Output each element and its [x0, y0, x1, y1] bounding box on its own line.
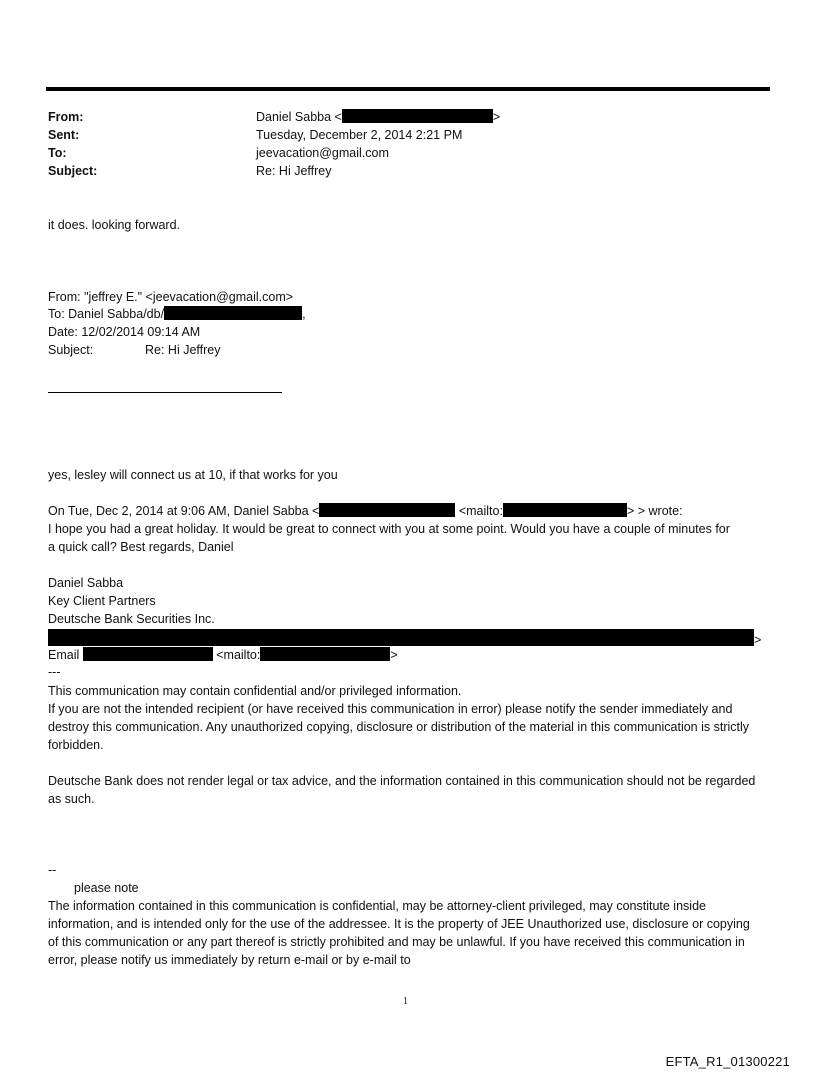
page-number: 1 [403, 996, 408, 1007]
original-message: I hope you had a great holiday. It would be great to connect with you at some point. Would you have a couple of minutes for a quick call? Best regards, Daniel [48, 522, 730, 554]
from-label: From: [48, 110, 84, 124]
redaction-box [260, 647, 390, 661]
note-body: The information contained in this communication is confidential, may be attorney-client privileged, may constitute inside information, and is intended only for the use of the addressee. It is the property of JEE Unauthorized use, disclosure or copying of this communication or any part thereof is strictly prohibited and may be unlawful. If you have received this communication in error, please notify us immediately by return e-mail or by e-mail to [48, 899, 750, 967]
reply-text: it does. looking forward. [48, 218, 181, 232]
jeffrey-reply: yes, lesley will connect us at 10, if that works for you [48, 468, 338, 482]
from-close: > [492, 110, 501, 124]
to-value: jeevacation@gmail.com [256, 146, 389, 160]
from-value [256, 109, 500, 125]
quoted-subject-value: Re: Hi Jeffrey [145, 343, 221, 357]
signature-name: Daniel Sabba [48, 576, 124, 590]
email-label: Email [48, 648, 80, 662]
sent-label: Sent: [48, 128, 80, 142]
quoted-date: Date: 12/02/2014 09:14 AM [48, 325, 201, 339]
redaction-box [342, 109, 493, 123]
disclaimer-line1: This communication may contain confidential and/or privileged information. [48, 684, 462, 698]
to-label: To: [48, 146, 67, 160]
redaction-box [319, 503, 455, 517]
note-dashes: -- [48, 863, 57, 877]
from-name: Daniel Sabba < [256, 110, 342, 124]
redacted-line-end: > [754, 633, 762, 647]
on-wrote-line [48, 503, 683, 519]
separator: --- [48, 665, 61, 679]
redaction-box [503, 503, 627, 517]
quoted-to-suffix: , [302, 307, 306, 321]
on-line-suffix: > > wrote: [626, 504, 683, 518]
divider-line [48, 392, 282, 393]
email-close: > [390, 648, 398, 662]
signature-redacted-line [48, 629, 761, 648]
quoted-to-prefix: To: Daniel Sabba/db/ [48, 307, 165, 321]
sent-value: Tuesday, December 2, 2014 2:21 PM [256, 128, 463, 142]
redaction-box [164, 306, 302, 320]
signature-company: Deutsche Bank Securities Inc. [48, 612, 215, 626]
email-mailto: <mailto: [216, 648, 261, 662]
on-line-prefix: On Tue, Dec 2, 2014 at 9:06 AM, Daniel Sabba < [48, 504, 320, 518]
subject-label: Subject: [48, 164, 98, 178]
disclaimer-para1: If you are not the intended recipient (or have received this communication in error) please notify the sender immediately and destroy this communication. Any unauthorized copying, disclosure or distribution of the material in this communication is strictly forbidden. [48, 702, 750, 752]
signature-team: Key Client Partners [48, 594, 156, 608]
redaction-box [83, 647, 213, 661]
note-heading: please note [74, 881, 139, 895]
disclaimer-para2: Deutsche Bank does not render legal or tax advice, and the information contained in this communication should not be regarded as such. [48, 774, 756, 806]
redaction-box [48, 629, 754, 646]
quoted-from: From: "jeffrey E." <jeevacation@gmail.com> [48, 290, 294, 304]
top-rule [46, 87, 770, 91]
document-id: EFTA_R1_01300221 [665, 1054, 790, 1069]
quoted-subject-label: Subject: [48, 343, 94, 357]
on-line-mailto: <mailto: [458, 504, 503, 518]
quoted-to [48, 306, 306, 322]
signature-email [48, 647, 398, 663]
subject-value: Re: Hi Jeffrey [256, 164, 332, 178]
